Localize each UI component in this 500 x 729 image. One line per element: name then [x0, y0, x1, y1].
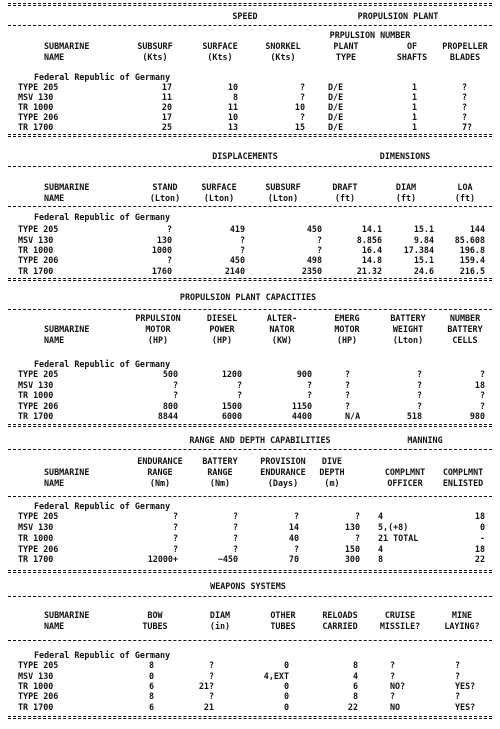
table-cell: 1 — [411, 82, 417, 92]
column-header: (Kts) — [270, 52, 296, 62]
table-cell: ? — [299, 112, 305, 122]
table-cell: D/E — [328, 92, 344, 102]
table-cell: ? — [236, 380, 242, 390]
column-header: RANGE — [207, 467, 233, 477]
section-rule-capacities — [8, 278, 492, 281]
submarine-name: TR 1700 — [18, 411, 54, 421]
submarine-name: TR 1000 — [18, 681, 54, 691]
table-cell: 130 — [344, 522, 360, 532]
table-cell: 10 — [227, 112, 238, 122]
table-cell: 8 — [148, 691, 154, 701]
column-header: (Kts) — [207, 52, 233, 62]
submarine-name: TYPE 206 — [18, 544, 59, 554]
table-cell: ? — [316, 245, 322, 255]
table-cell: 130 — [156, 235, 172, 245]
table-cell: 18 — [474, 511, 485, 521]
table-cell: 14.8 — [361, 255, 382, 265]
submarine-name: TR 1700 — [18, 554, 54, 564]
table-cell: 16.4 — [361, 245, 382, 255]
table-cell: 4 — [378, 544, 384, 554]
table-cell: 4 — [352, 671, 358, 681]
table-cell: 518 — [406, 411, 422, 421]
table-cell: ? — [462, 82, 468, 92]
table-cell: ? — [299, 82, 305, 92]
column-header: SUBMARINE — [44, 41, 90, 51]
table-cell: 4,EXT — [263, 671, 289, 681]
column-header: (HP) — [211, 335, 233, 345]
column-header: SUBMARINE — [44, 182, 90, 192]
table-cell: 21.32 — [356, 266, 382, 276]
table-cell: 900 — [296, 369, 312, 379]
table-cell: 21? — [198, 681, 214, 691]
table-cell: ? — [172, 544, 178, 554]
column-header: COMPLMNT — [442, 467, 484, 477]
table-cell: 6 — [352, 681, 358, 691]
table-cell: 11 — [227, 102, 238, 112]
submarine-name: TR 1000 — [18, 390, 54, 400]
section-title: DISPLACEMENTS — [212, 151, 278, 161]
column-header: (Days) — [267, 478, 299, 488]
table-cell: 980 — [469, 411, 485, 421]
table-cell: 15.1 — [413, 255, 434, 265]
section-title: RANGE AND DEPTH CAPABILITIES — [189, 435, 331, 445]
table-cell: ? — [208, 660, 214, 670]
table-cell: 0 — [283, 660, 289, 670]
table-cell: 144 — [469, 224, 485, 234]
table-cell: ? — [232, 511, 238, 521]
table-cell: 0 — [148, 671, 154, 681]
table-cell: 8844 — [157, 411, 178, 421]
table-cell: 1000 — [151, 245, 172, 255]
table-cell: ? — [232, 522, 238, 532]
column-header: ENDURANCE — [260, 467, 306, 477]
table-cell: 0 — [283, 681, 289, 691]
table-cell: 22 — [347, 702, 358, 712]
table-cell: 6 — [148, 702, 154, 712]
column-header: NAME — [44, 621, 65, 631]
table-cell: 40 — [288, 533, 299, 543]
table-cell: ? — [345, 380, 351, 390]
column-header: OTHER — [270, 610, 296, 620]
submarine-name: TYPE 205 — [18, 82, 59, 92]
table-cell: ? — [390, 660, 396, 670]
table-cell: 17 — [161, 82, 172, 92]
table-cell: N/A — [345, 411, 361, 421]
column-header: BATTERY — [202, 456, 238, 466]
table-cell: - — [479, 533, 485, 543]
column-header: (Lton) — [392, 335, 424, 345]
table-cell: ? — [239, 235, 245, 245]
table-cell: 1 — [411, 102, 417, 112]
table-cell: 14 — [288, 522, 299, 532]
column-header: PROPELLER — [442, 41, 488, 51]
table-cell: ? — [232, 544, 238, 554]
table-cell: 1 — [411, 92, 417, 102]
column-header: (Nm) — [209, 478, 231, 488]
table-cell: 5,(+8) — [378, 522, 409, 532]
table-cell: 70 — [288, 554, 299, 564]
table-cell: 21 — [203, 702, 214, 712]
table-cell: ? — [345, 401, 351, 411]
table-cell: 4 — [378, 511, 384, 521]
table-cell: 216.5 — [459, 266, 485, 276]
submarine-name: TR 1000 — [18, 245, 54, 255]
table-cell: 20 — [161, 102, 172, 112]
column-header: TUBES — [142, 621, 168, 631]
table-cell: 21 TOTAL — [378, 533, 419, 543]
column-header: PLANT — [333, 41, 359, 51]
column-header: NAME — [44, 52, 65, 62]
column-header: RELOADS — [322, 610, 358, 620]
table-cell: 17 — [161, 112, 172, 122]
table-cell: 1150 — [291, 401, 312, 411]
table-cell: ? — [306, 380, 312, 390]
column-header: MOTOR — [334, 324, 360, 334]
table-cell: ? — [316, 235, 322, 245]
table-cell: ? — [172, 522, 178, 532]
table-cell: 0 — [283, 691, 289, 701]
table-cell: 10 — [294, 102, 305, 112]
table-cell: 17.384 — [403, 245, 434, 255]
table-cell: ? — [172, 533, 178, 543]
section-title: MANNING — [407, 435, 443, 445]
column-header: SHAFTS — [396, 52, 428, 62]
title-rule-capacities — [8, 309, 492, 310]
table-cell: 450 — [306, 224, 322, 234]
table-cell: 6000 — [221, 411, 242, 421]
section-title: WEAPONS SYSTEMS — [210, 581, 286, 591]
column-header: SNORKEL — [265, 41, 301, 51]
column-header: ENDURANCE — [137, 456, 183, 466]
table-cell: 85.608 — [454, 235, 485, 245]
title-rule-range — [8, 449, 492, 450]
column-header: SUBMARINE — [44, 610, 90, 620]
table-cell: 11 — [161, 92, 172, 102]
column-header: LOA — [457, 182, 473, 192]
table-cell: 196.8 — [459, 245, 485, 255]
table-cell: 159.4 — [459, 255, 485, 265]
column-header: EMERG — [334, 313, 360, 323]
column-header: SUBMARINE — [44, 324, 90, 334]
column-header: PROVISION — [260, 456, 306, 466]
column-header: MISSILE? — [379, 621, 421, 631]
table-cell: 1 — [411, 122, 417, 132]
submarine-name: TYPE 205 — [18, 511, 59, 521]
column-header: SURFACE — [202, 41, 238, 51]
column-header: NUMBER — [449, 313, 481, 323]
table-cell: ? — [479, 401, 485, 411]
table-cell: 15 — [294, 122, 305, 132]
table-cell: 22 — [474, 554, 485, 564]
table-cell: 4400 — [291, 411, 312, 421]
column-header: SUBSURF — [265, 182, 301, 192]
table-cell: ? — [455, 660, 461, 670]
table-cell: ? — [345, 390, 351, 400]
column-header: SUBMARINE — [44, 467, 90, 477]
column-header: NAME — [44, 193, 65, 203]
table-cell: ? — [208, 671, 214, 681]
column-header: SURFACE — [201, 182, 237, 192]
table-cell: ? — [390, 671, 396, 681]
table-cell: D/E — [328, 102, 344, 112]
column-header: ALTER- — [266, 313, 298, 323]
submarine-name: TYPE 206 — [18, 691, 59, 701]
column-header: COMPLMNT — [384, 467, 426, 477]
table-cell: 18 — [474, 380, 485, 390]
submarine-name: MSV 130 — [18, 671, 54, 681]
column-header: NAME — [44, 478, 65, 488]
table-cell: 6 — [148, 681, 154, 691]
title-rule-displacements — [8, 166, 492, 167]
table-cell: 419 — [229, 224, 245, 234]
section-rule-speed — [8, 3, 492, 6]
table-cell: ? — [455, 691, 461, 701]
table-cell: 13 — [227, 122, 238, 132]
table-cell: ? — [166, 224, 172, 234]
table-cell: 12000+ — [147, 554, 178, 564]
column-header: OF — [406, 41, 418, 51]
table-cell: ? — [354, 533, 360, 543]
column-header: DRAFT — [332, 182, 358, 192]
column-header: BLADES — [449, 52, 481, 62]
table-cell: 8 — [378, 554, 384, 564]
column-header: RANGE — [147, 467, 173, 477]
submarine-name: TR 1000 — [18, 533, 54, 543]
column-header: (Nm) — [149, 478, 171, 488]
column-header: TUBES — [270, 621, 296, 631]
section-title: DIMENSIONS — [379, 151, 431, 161]
column-header: DEPTH — [319, 467, 345, 477]
section-rule-displacements — [8, 134, 492, 137]
header-rule-range — [8, 496, 492, 497]
table-cell: 1200 — [221, 369, 242, 379]
table-cell: ? — [172, 390, 178, 400]
submarine-name: MSV 130 — [18, 380, 54, 390]
title-rule-weapons — [8, 596, 492, 597]
table-cell: ~450 — [217, 554, 238, 564]
table-cell: 1 — [411, 112, 417, 122]
column-header: BATTERY — [447, 324, 483, 334]
country-group-label: Federal Republic of Germany — [34, 72, 171, 82]
table-cell: 0 — [479, 522, 485, 532]
country-group-label: Federal Republic of Germany — [34, 212, 171, 222]
table-cell: ? — [416, 390, 422, 400]
column-header: (Lton) — [149, 193, 181, 203]
table-cell: ? — [462, 92, 468, 102]
table-cell: 24.6 — [413, 266, 434, 276]
column-header: (m) — [324, 478, 340, 488]
table-cell: D/E — [328, 82, 344, 92]
column-header: CARRIED — [322, 621, 358, 631]
table-cell: 800 — [162, 401, 178, 411]
table-cell: ? — [345, 369, 351, 379]
section-title: SPEED — [232, 11, 258, 21]
column-header: LAYING? — [444, 621, 480, 631]
table-cell: 300 — [344, 554, 360, 564]
submarine-name: TYPE 205 — [18, 660, 59, 670]
submarine-name: TR 1700 — [18, 702, 54, 712]
column-header: ENLISTED — [442, 478, 484, 488]
table-cell: ? — [208, 691, 214, 701]
table-cell: YES? — [455, 702, 476, 712]
submarine-name: TR 1700 — [18, 266, 54, 276]
column-header: SUBSURF — [137, 41, 173, 51]
title-rule-speed — [8, 25, 492, 26]
column-header: (ft) — [334, 193, 356, 203]
submarine-name: TYPE 206 — [18, 112, 59, 122]
section-rule-range — [8, 424, 492, 427]
column-header: DIAM — [395, 182, 417, 192]
table-cell: ? — [455, 671, 461, 681]
table-cell: ? — [299, 92, 305, 102]
submarine-name: TR 1000 — [18, 102, 54, 112]
table-cell: 14.1 — [361, 224, 382, 234]
country-group-label: Federal Republic of Germany — [34, 359, 171, 369]
table-cell: NO — [390, 702, 401, 712]
submarine-name: MSV 130 — [18, 522, 54, 532]
section-rule-weapons — [8, 570, 492, 573]
table-cell: ? — [166, 255, 172, 265]
column-header: (in) — [209, 621, 231, 631]
section-subtitle: PRPULSION NUMBER — [329, 30, 411, 40]
table-cell: ? — [232, 533, 238, 543]
table-cell: 8 — [352, 691, 358, 701]
table-cell: ? — [293, 511, 299, 521]
column-header: WEIGHT — [392, 324, 424, 334]
table-cell: 8 — [352, 660, 358, 670]
column-header: NATOR — [269, 324, 295, 334]
column-header: (Kts) — [142, 52, 168, 62]
table-cell: YES? — [455, 681, 476, 691]
table-cell: 1760 — [151, 266, 172, 276]
header-rule-weapons — [8, 640, 492, 641]
table-cell: 25 — [161, 122, 172, 132]
table-cell: ? — [239, 245, 245, 255]
column-header: NAME — [44, 335, 65, 345]
table-cell: ? — [479, 369, 485, 379]
table-cell: ? — [462, 102, 468, 112]
table-cell: 500 — [162, 369, 178, 379]
table-cell: ? — [479, 390, 485, 400]
table-cell: ? — [236, 390, 242, 400]
table-cell: 7? — [462, 122, 473, 132]
table-cell: 0 — [283, 702, 289, 712]
column-header: MINE — [451, 610, 473, 620]
table-cell: ? — [390, 691, 396, 701]
table-cell: ? — [306, 390, 312, 400]
column-header: (ft) — [454, 193, 476, 203]
column-header: PRPULSION — [135, 313, 181, 323]
table-cell: ? — [416, 380, 422, 390]
column-header: OFFICER — [387, 478, 423, 488]
table-cell: NO? — [390, 681, 406, 691]
table-cell: 1500 — [221, 401, 242, 411]
submarine-name: TYPE 206 — [18, 255, 59, 265]
column-header: (HP) — [336, 335, 358, 345]
column-header: DIESEL — [206, 313, 238, 323]
column-header: DIAM — [209, 610, 231, 620]
table-cell: ? — [416, 369, 422, 379]
table-cell: ? — [293, 544, 299, 554]
page-bottom-rule — [8, 716, 492, 719]
column-header: BATTERY — [390, 313, 426, 323]
table-cell: 450 — [229, 255, 245, 265]
table-cell: 8 — [232, 92, 238, 102]
table-cell: ? — [416, 401, 422, 411]
column-header: (Lton) — [267, 193, 299, 203]
country-group-label: Federal Republic of Germany — [34, 650, 171, 660]
table-cell: 2350 — [301, 266, 322, 276]
column-header: (Lton) — [203, 193, 235, 203]
table-cell: 10 — [227, 82, 238, 92]
table-cell: 9.84 — [413, 235, 434, 245]
country-group-label: Federal Republic of Germany — [34, 501, 171, 511]
column-header: (HP) — [147, 335, 169, 345]
column-header: POWER — [209, 324, 235, 334]
table-cell: 18 — [474, 544, 485, 554]
table-cell: D/E — [328, 112, 344, 122]
column-header: DIVE — [321, 456, 343, 466]
table-cell: ? — [172, 511, 178, 521]
column-header: MOTOR — [145, 324, 171, 334]
column-header: CRUISE — [384, 610, 416, 620]
submarine-name: MSV 130 — [18, 235, 54, 245]
table-cell: 8 — [148, 660, 154, 670]
submarine-name: TYPE 205 — [18, 369, 59, 379]
table-cell: 150 — [344, 544, 360, 554]
column-header: CELLS — [452, 335, 478, 345]
table-cell: 498 — [306, 255, 322, 265]
column-header: BOW — [147, 610, 163, 620]
table-cell: ? — [354, 511, 360, 521]
section-title: PROPULSION PLANT CAPACITIES — [179, 292, 317, 302]
submarine-name: TR 1700 — [18, 122, 54, 132]
column-header: STAND — [152, 182, 178, 192]
table-cell: 15.1 — [413, 224, 434, 234]
submarine-name: TYPE 206 — [18, 401, 59, 411]
submarine-name: MSV 130 — [18, 92, 54, 102]
column-header: (KW) — [271, 335, 293, 345]
table-cell: 2140 — [224, 266, 245, 276]
table-cell: 8.856 — [356, 235, 382, 245]
table-cell: D/E — [328, 122, 344, 132]
header-rule-displacements — [8, 206, 492, 207]
column-header: (ft) — [395, 193, 417, 203]
column-header: TYPE — [335, 52, 357, 62]
submarine-name: TYPE 205 — [18, 224, 59, 234]
table-cell: ? — [462, 112, 468, 122]
table-cell: ? — [172, 380, 178, 390]
section-title: PROPULSION PLANT — [357, 11, 439, 21]
